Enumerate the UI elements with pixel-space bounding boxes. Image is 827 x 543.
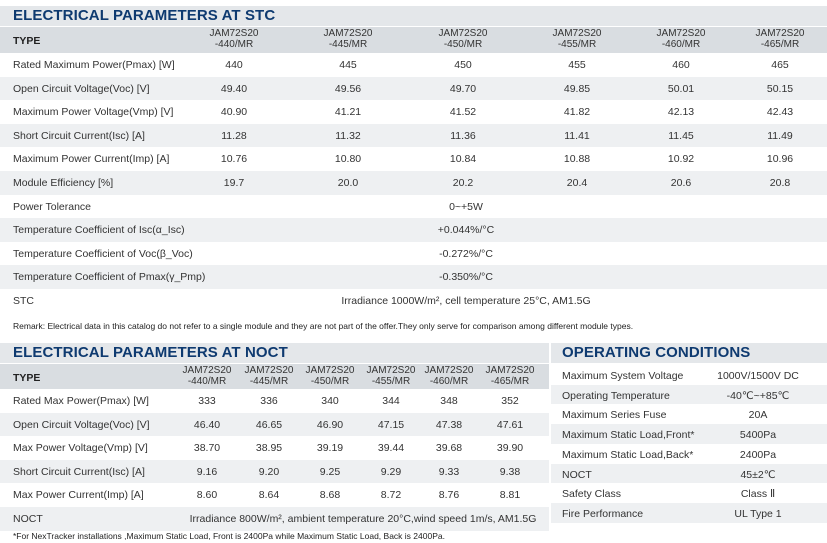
noct-model-name: JAM72S20	[366, 365, 416, 376]
operating-value: 1000V/1500V DC	[717, 370, 799, 382]
stc-row-label: Maximum Power Current(Imp) [A]	[13, 153, 170, 166]
stc-span-label: Temperature Coefficient of Pmax(γ_Pmp)	[13, 271, 206, 284]
stc-model-suffix: -450/MR	[443, 39, 483, 50]
stc-value-cell: 50.15	[766, 82, 794, 95]
operating-label: Safety Class	[562, 488, 621, 501]
operating-label: Maximum Series Fuse	[562, 409, 667, 422]
stc-value-cell: 50.01	[667, 82, 695, 95]
stc-model-suffix: -460/MR	[661, 39, 701, 50]
stc-value-cell: 41.21	[334, 106, 362, 119]
stc-model-header	[657, 28, 706, 50]
stc-model-name: JAM72S20	[323, 28, 373, 39]
noct-model-header	[425, 365, 474, 387]
stc-value-cell: 41.52	[449, 106, 477, 119]
noct-value-cell: 47.61	[496, 418, 524, 431]
stc-value-cell: 440	[225, 59, 243, 71]
operating-row	[551, 503, 827, 523]
stc-model-header	[210, 28, 259, 50]
stc-span-label: Temperature Coefficient of Voc(β_Voc)	[13, 247, 193, 260]
stc-value-cell: 41.82	[563, 106, 591, 119]
noct-condition-row	[0, 507, 549, 531]
noct-value-cell: 8.60	[196, 489, 218, 502]
noct-value-cell: 340	[321, 395, 339, 407]
noct-model-suffix: -460/MR	[429, 376, 469, 387]
stc-value-cell: 10.88	[563, 153, 591, 166]
stc-model-name: JAM72S20	[438, 28, 488, 39]
noct-value-cell: 9.33	[438, 465, 460, 478]
operating-section-title	[551, 343, 827, 363]
operating-value: UL Type 1	[734, 507, 782, 520]
noct-row-label: Max Power Current(Imp) [A]	[13, 489, 144, 502]
stc-remark: Remark: Electrical data in this catalog do not refer to a single module and they are not part of the offer.They only serve for comparison among different module types.	[13, 321, 634, 331]
stc-model-header	[439, 28, 488, 50]
stc-span-label: Temperature Coefficient of Isc(α_Isc)	[13, 224, 185, 237]
stc-value-cell: 10.80	[334, 153, 362, 166]
noct-model-suffix: -450/MR	[310, 376, 350, 387]
operating-row	[551, 483, 827, 503]
operating-label: Maximum Static Load,Back*	[562, 448, 694, 461]
stc-value-cell: 11.32	[335, 129, 361, 142]
stc-value-cell: 49.85	[563, 82, 591, 95]
noct-value-cell: 9.20	[258, 465, 280, 478]
stc-value-cell: 42.43	[766, 106, 794, 119]
stc-value-cell: 455	[568, 59, 586, 71]
operating-value: 5400Pa	[739, 429, 777, 442]
operating-title-text: OPERATING CONDITIONS	[562, 344, 751, 361]
noct-model-suffix: -445/MR	[249, 376, 289, 387]
noct-model-header	[367, 365, 416, 387]
stc-row-label: Open Circuit Voltage(Voc) [V]	[13, 82, 150, 95]
noct-model-suffix: -465/MR	[490, 376, 530, 387]
noct-model-name: JAM72S20	[305, 365, 355, 376]
stc-value-cell: 460	[672, 59, 690, 71]
stc-span-value: -0.272%/°C	[439, 247, 493, 260]
noct-value-cell: 9.25	[319, 465, 341, 478]
section-divider	[549, 343, 551, 528]
noct-condition-value: Irradiance 800W/m², ambient temperature 20°C,wind speed 1m/s, AM1.5G	[189, 513, 537, 525]
noct-model-suffix: -440/MR	[187, 376, 227, 387]
stc-type-label: TYPE	[13, 35, 41, 47]
noct-model-header	[306, 365, 355, 387]
noct-value-cell: 333	[198, 395, 216, 407]
stc-row-label: Rated Maximum Power(Pmax) [W]	[13, 59, 175, 71]
stc-value-cell: 40.90	[220, 106, 248, 119]
stc-row	[0, 53, 827, 77]
noct-title-text: ELECTRICAL PARAMETERS AT NOCT	[13, 344, 288, 361]
noct-model-header	[183, 365, 232, 387]
noct-value-cell: 9.38	[499, 465, 521, 478]
stc-value-cell: 465	[771, 59, 789, 71]
stc-model-suffix: -440/MR	[214, 39, 254, 50]
operating-row	[551, 385, 827, 405]
stc-model-header	[756, 28, 805, 50]
stc-value-cell: 20.6	[670, 177, 692, 189]
noct-model-name: JAM72S20	[485, 365, 535, 376]
operating-label: Operating Temperature	[562, 389, 670, 402]
noct-value-cell: 8.81	[499, 489, 521, 502]
noct-value-cell: 8.76	[438, 489, 460, 502]
noct-row	[0, 436, 549, 460]
noct-model-suffix: -455/MR	[371, 376, 411, 387]
noct-row-label: Short Circuit Current(Isc) [A]	[13, 465, 145, 478]
stc-row-label: Module Efficiency [%]	[13, 177, 114, 189]
noct-row	[0, 413, 549, 437]
noct-value-cell: 8.68	[319, 489, 341, 502]
stc-value-cell: 20.4	[566, 177, 588, 189]
noct-value-cell: 39.90	[496, 442, 524, 455]
noct-value-cell: 352	[501, 395, 519, 407]
stc-value-cell: 11.45	[668, 129, 694, 142]
noct-value-cell: 47.38	[435, 418, 463, 431]
noct-value-cell: 336	[260, 395, 278, 407]
operating-label: Maximum Static Load,Front*	[562, 429, 695, 442]
stc-section-title	[0, 6, 827, 26]
stc-span-label: Power Tolerance	[13, 200, 92, 213]
stc-title-text: ELECTRICAL PARAMETERS AT STC	[13, 7, 276, 24]
noct-value-cell: 8.64	[258, 489, 280, 502]
operating-row	[551, 365, 827, 385]
stc-value-cell: 11.41	[564, 129, 590, 142]
noct-model-name: JAM72S20	[244, 365, 294, 376]
stc-value-cell: 20.2	[452, 177, 474, 189]
noct-value-cell: 9.29	[380, 465, 402, 478]
stc-model-header	[553, 28, 602, 50]
operating-row	[551, 464, 827, 484]
stc-value-cell: 10.92	[667, 153, 695, 166]
operating-row	[551, 424, 827, 444]
stc-value-cell: 450	[454, 59, 472, 71]
stc-span-row	[0, 265, 827, 289]
noct-value-cell: 39.68	[435, 442, 463, 455]
stc-value-cell: 49.40	[220, 82, 248, 95]
noct-row	[0, 483, 549, 507]
stc-row	[0, 124, 827, 148]
noct-value-cell: 8.72	[380, 489, 402, 502]
stc-value-cell: 20.0	[337, 177, 359, 189]
noct-value-cell: 47.15	[377, 418, 405, 431]
noct-value-cell: 39.19	[316, 442, 344, 455]
stc-value-cell: 10.84	[449, 153, 477, 166]
operating-value: 45±2℃	[740, 468, 776, 481]
stc-span-value: Irradiance 1000W/m², cell temperature 25°C, AM1.5G	[341, 295, 591, 307]
noct-type-label: TYPE	[13, 372, 41, 384]
stc-model-suffix: -455/MR	[557, 39, 597, 50]
noct-value-cell: 38.95	[255, 442, 283, 455]
stc-span-value: 0~+5W	[449, 200, 483, 213]
stc-model-name: JAM72S20	[552, 28, 602, 39]
stc-value-cell: 49.56	[334, 82, 362, 95]
operating-value: 20A	[748, 409, 768, 422]
noct-value-cell: 46.90	[316, 418, 344, 431]
noct-value-cell: 46.65	[255, 418, 283, 431]
stc-model-name: JAM72S20	[656, 28, 706, 39]
stc-span-row	[0, 218, 827, 242]
noct-model-name: JAM72S20	[182, 365, 232, 376]
operating-value: 2400Pa	[739, 448, 777, 461]
stc-value-cell: 10.76	[220, 153, 248, 166]
noct-value-cell: 38.70	[193, 442, 221, 455]
stc-span-label: STC	[13, 295, 34, 307]
operating-row	[551, 404, 827, 424]
stc-row	[0, 171, 827, 195]
noct-condition-label: NOCT	[13, 513, 43, 525]
stc-value-cell: 49.70	[449, 82, 477, 95]
noct-row-label: Rated Max Power(Pmax) [W]	[13, 395, 149, 407]
noct-value-cell: 348	[440, 395, 458, 407]
stc-span-row	[0, 242, 827, 266]
noct-model-header	[486, 365, 535, 387]
operating-value: -40℃~+85℃	[726, 389, 790, 402]
stc-span-row	[0, 195, 827, 219]
stc-model-suffix: -465/MR	[760, 39, 800, 50]
operating-label: NOCT	[562, 468, 592, 481]
operating-label: Maximum System Voltage	[562, 370, 684, 382]
stc-value-cell: 19.7	[223, 177, 245, 189]
stc-row-label: Short Circuit Current(Isc) [A]	[13, 129, 145, 142]
stc-span-value: -0.350%/°C	[439, 271, 493, 284]
noct-row-label: Max Power Voltage(Vmp) [V]	[13, 442, 148, 455]
noct-value-cell: 9.16	[196, 465, 218, 478]
noct-row-label: Open Circuit Voltage(Voc) [V]	[13, 418, 150, 431]
stc-model-name: JAM72S20	[209, 28, 259, 39]
stc-model-header	[324, 28, 373, 50]
stc-row	[0, 100, 827, 124]
operating-label: Fire Performance	[562, 507, 644, 520]
stc-value-cell: 20.8	[769, 177, 791, 189]
noct-footnote: *For NexTracker installations ,Maximum Static Load, Front is 2400Pa while Maximum Static Load, Back is 2400Pa.	[13, 531, 445, 541]
noct-model-name: JAM72S20	[424, 365, 474, 376]
operating-row	[551, 444, 827, 464]
noct-header-row	[0, 363, 549, 389]
stc-value-cell: 11.49	[767, 129, 793, 142]
noct-section-title	[0, 343, 549, 363]
stc-row-label: Maximum Power Voltage(Vmp) [V]	[13, 106, 174, 119]
stc-value-cell: 445	[339, 59, 357, 71]
operating-value: Class Ⅱ	[740, 488, 776, 501]
noct-value-cell: 39.44	[377, 442, 405, 455]
stc-row	[0, 77, 827, 101]
noct-value-cell: 344	[382, 395, 400, 407]
noct-model-header	[245, 365, 294, 387]
noct-value-cell: 46.40	[193, 418, 221, 431]
stc-span-row	[0, 289, 827, 313]
noct-row	[0, 389, 549, 413]
stc-row	[0, 147, 827, 171]
stc-header-row	[0, 26, 827, 53]
stc-span-value: +0.044%/°C	[437, 224, 495, 237]
stc-model-suffix: -445/MR	[328, 39, 368, 50]
noct-row	[0, 460, 549, 484]
stc-model-name: JAM72S20	[755, 28, 805, 39]
stc-value-cell: 10.96	[766, 153, 794, 166]
stc-value-cell: 11.36	[450, 129, 476, 142]
stc-value-cell: 11.28	[221, 129, 247, 142]
stc-value-cell: 42.13	[667, 106, 695, 119]
